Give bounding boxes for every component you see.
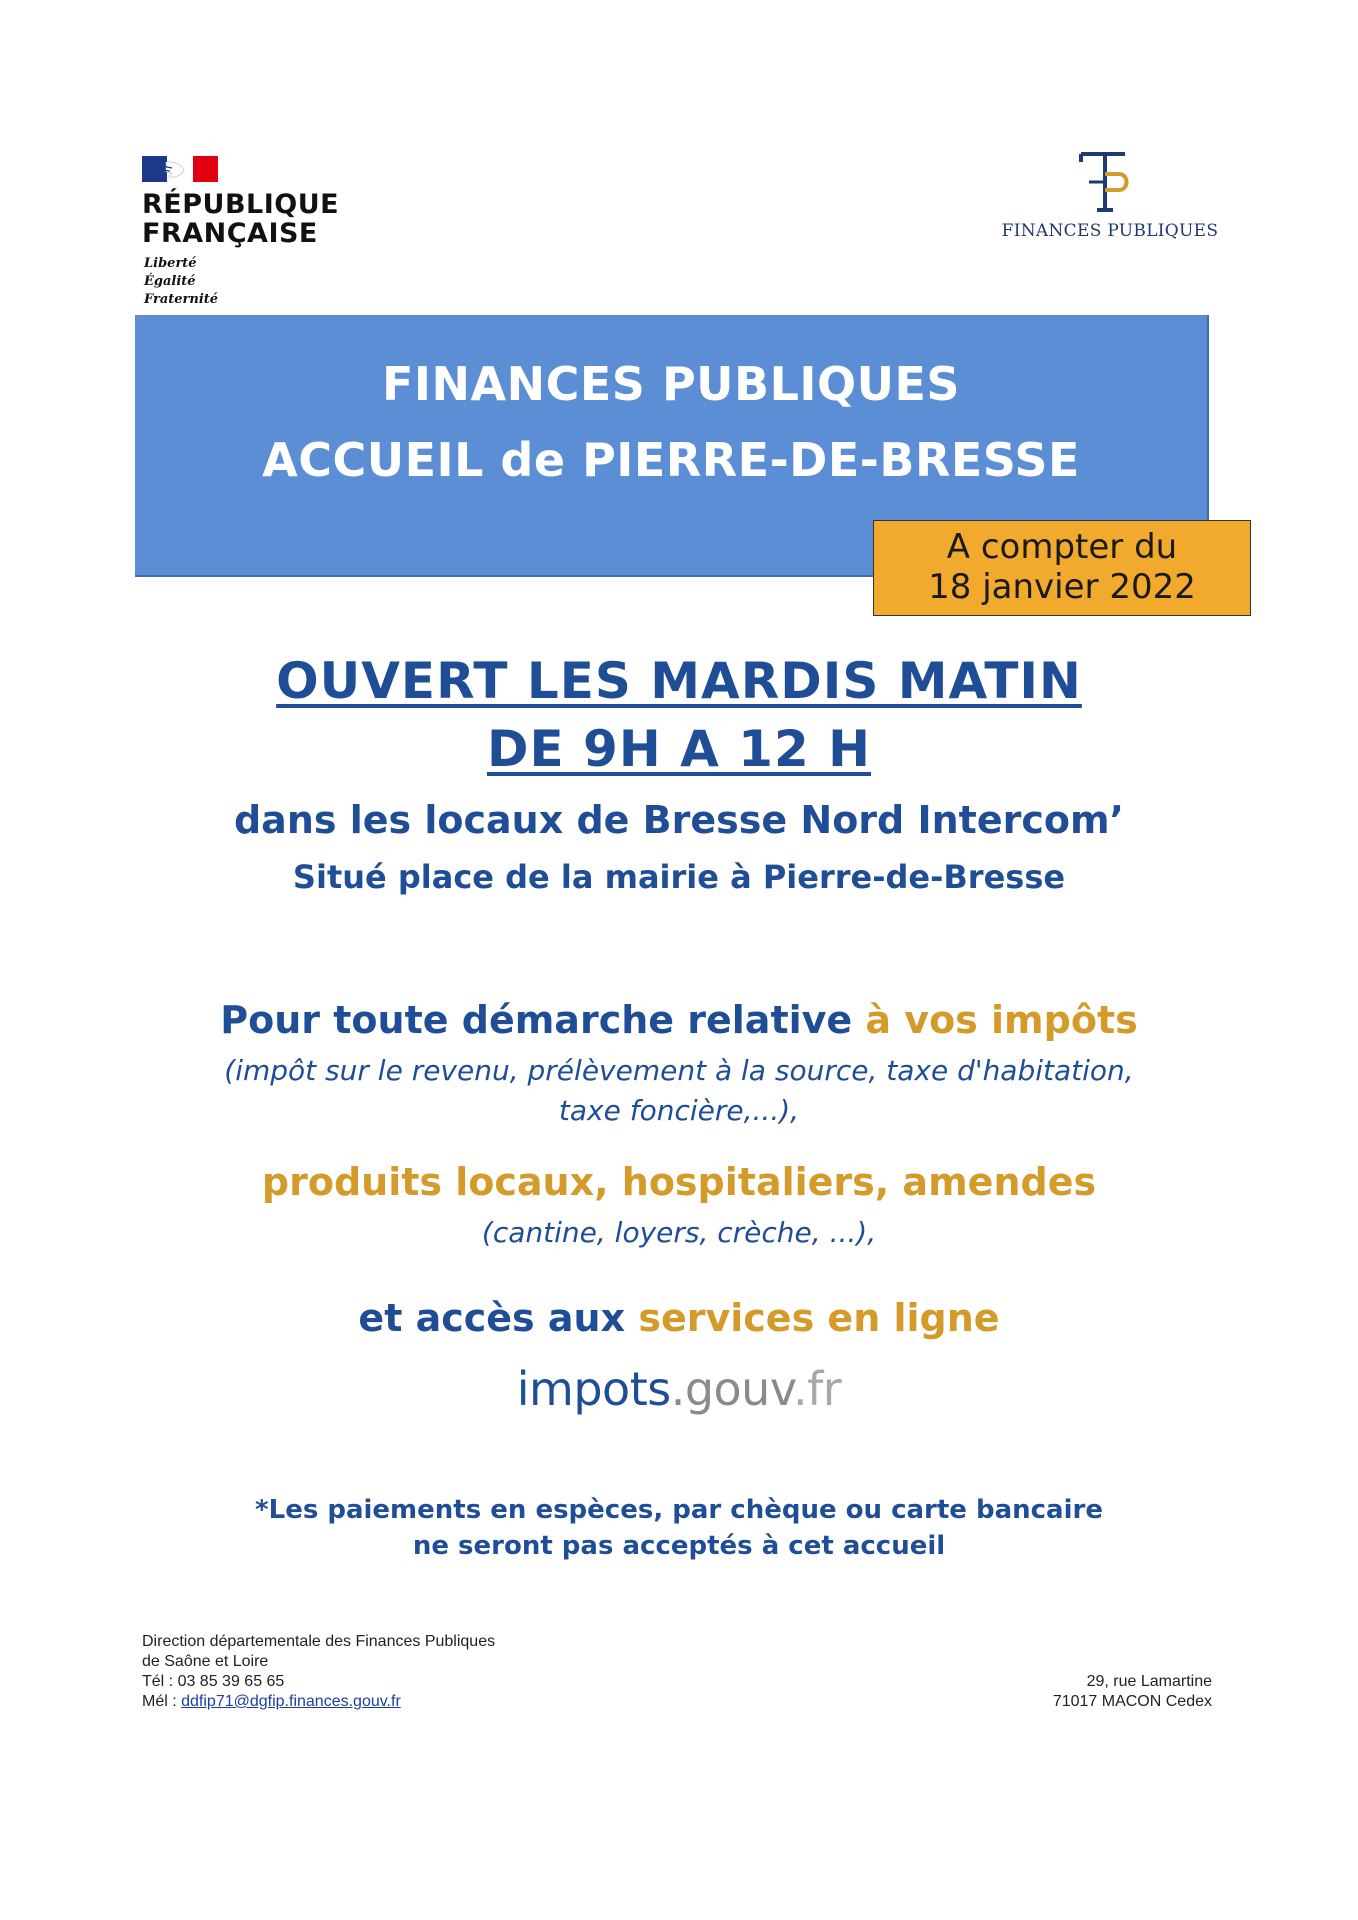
impots-gouv-url: impots.gouv.fr [516,1362,842,1416]
footer-phone: Tél : 03 85 39 65 65 [142,1673,285,1690]
start-date-box [873,520,1251,616]
footer-contact [142,1632,495,1712]
opening-hours: DE 9H A 12 H [486,720,872,778]
opening-address: Situé place de la mairie à Pierre-de-Bresse [292,858,1066,896]
services-taxes-detail-1: (impôt sur le revenu, prélèvement à la source, taxe d'habitation, [224,1054,1134,1087]
footer-department: de Saône et Loire [142,1653,269,1670]
services-taxes-detail-2: taxe foncière,...), [558,1094,800,1127]
services-local-products-detail: (cantine, loyers, crèche, ...), [481,1216,877,1249]
start-date-value: 18 janvier 2022 [928,567,1196,607]
opening-location: dans les locaux de Bresse Nord Intercom’ [233,798,1124,842]
services-local-products-heading: produits locaux, hospitaliers, amendes [261,1160,1097,1204]
services-online-heading: et accès aux services en ligne [358,1296,1000,1340]
republique-motto: Liberté Égalité Fraternité [144,256,219,307]
payment-note: *Les paiements en espèces, par chèque ou carte bancaire ne seront pas acceptés à cet accueil [255,1495,1103,1561]
banner-title-line1: FINANCES PUBLIQUES [381,357,961,411]
fp-monogram-icon [1075,148,1133,216]
banner-title-line2: ACCUEIL de PIERRE-DE-BRESSE [262,433,1080,487]
footer-mail-link[interactable]: ddfip71@dgfip.finances.gouv.fr [181,1693,401,1710]
republique-title: RÉPUBLIQUE FRANÇAISE [142,189,340,249]
footer-mail: Mél : ddfip71@dgfip.finances.gouv.fr [142,1693,401,1710]
services-taxes-heading: Pour toute démarche relative à vos impôts [220,998,1138,1042]
finances-publiques-name: FINANCES PUBLIQUES [1001,221,1219,241]
footer-address: 29, rue Lamartine 71017 MACON Cedex [1052,1673,1212,1710]
start-date-label: A compter du [946,527,1178,567]
footer-direction: Direction départementale des Finances Publiques [142,1633,496,1650]
opening-days: OUVERT LES MARDIS MATIN [276,652,1082,710]
marianne-flag-icon [142,156,218,182]
